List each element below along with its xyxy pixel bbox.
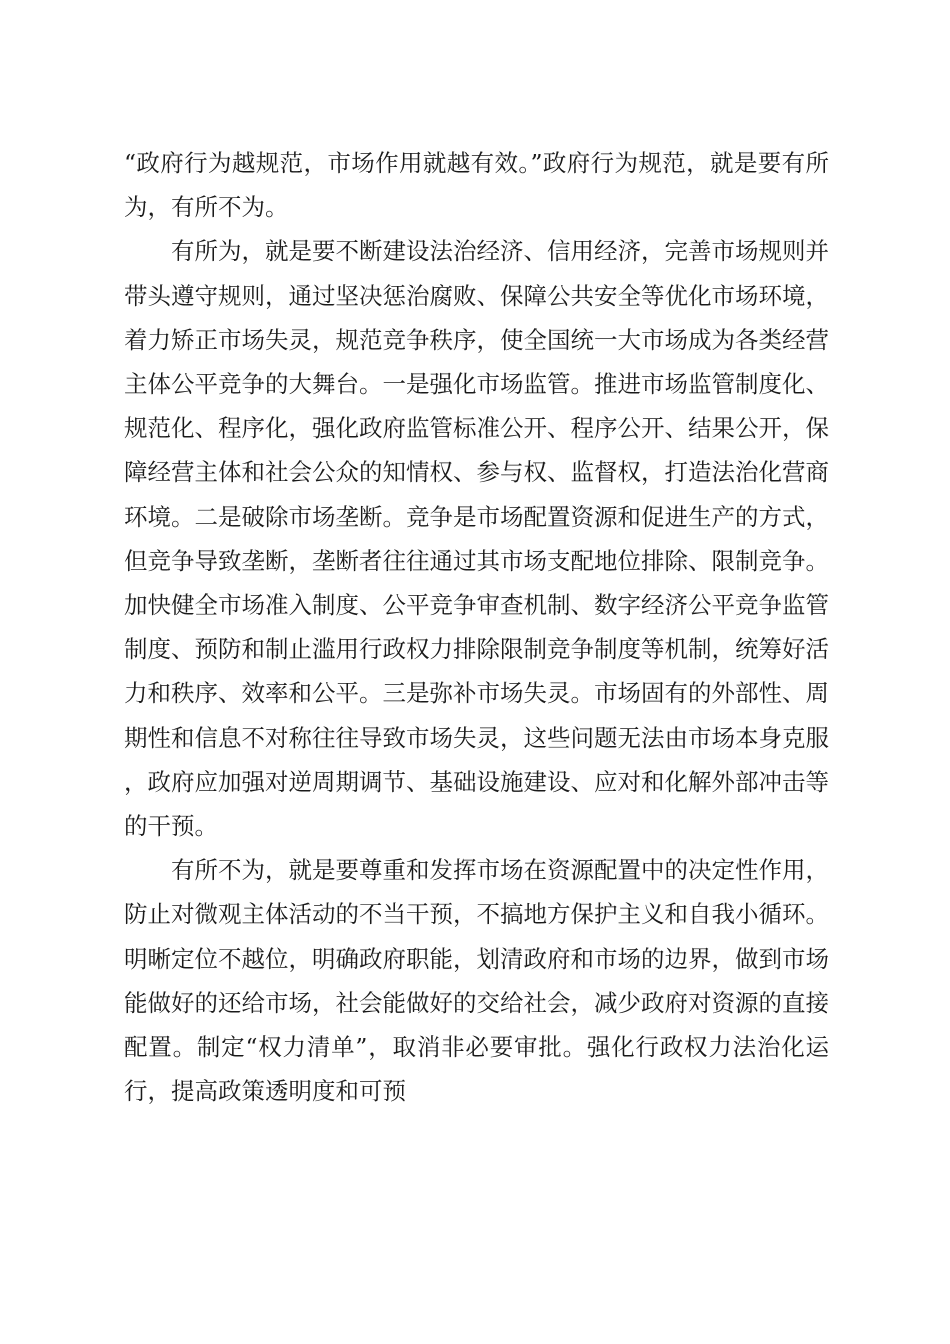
body-text (124, 141, 829, 1113)
paragraph-you-suo-wei: 有所为，就是要不断建设法治经济、信用经济，完善市场规则并带头遵守规则，通过坚决惩治腐败、保障公共安全等优化市场环境，着力矫正市场失灵，规范竞争秩序，使全国统一大市场成为各类经营主体公平竞争的大舞台。一是强化市场监管。推进市场监管制度化、规范化、程序化，强化政府监管标准公开、程序公开、结果公开，保障经营主体和社会公众的知情权、参与权、监督权，打造法治化营商环境。二是破除市场垄断。竞争是市场配置资源和促进生产的方式，但竞争导致垄断，垄断者往往通过其市场支配地位排除、限制竞争。加快健全市场准入制度、公平竞争审查机制、数字经济公平竞争监管制度、预防和制止滥用行政权力排除限制竞争制度等机制，统筹好活力和秩序、效率和公平。三是弥补市场失灵。市场固有的外部性、周期性和信息不对称往往导致市场失灵，这些问题无法由市场本身克服，政府应加强对逆周期调节、基础设施建设、应对和化解外部冲击等的干预。 (124, 237, 829, 841)
paragraph-intro: “政府行为越规范，市场作用就越有效。”政府行为规范，就是要有所为，有所不为。 (124, 149, 829, 222)
paragraph-you-suo-bu-wei: 有所不为，就是要尊重和发挥市场在资源配置中的决定性作用，防止对微观主体活动的不当干预，不搞地方保护主义和自我小循环。明晰定位不越位，明确政府职能，划清政府和市场的边界，做到市场能做好的还给市场，社会能做好的交给社会，减少政府对资源的直接配置。制定“权力清单”，取消非必要审批。强化行政权力法治化运行，提高政策透明度和可预 (124, 856, 829, 1106)
